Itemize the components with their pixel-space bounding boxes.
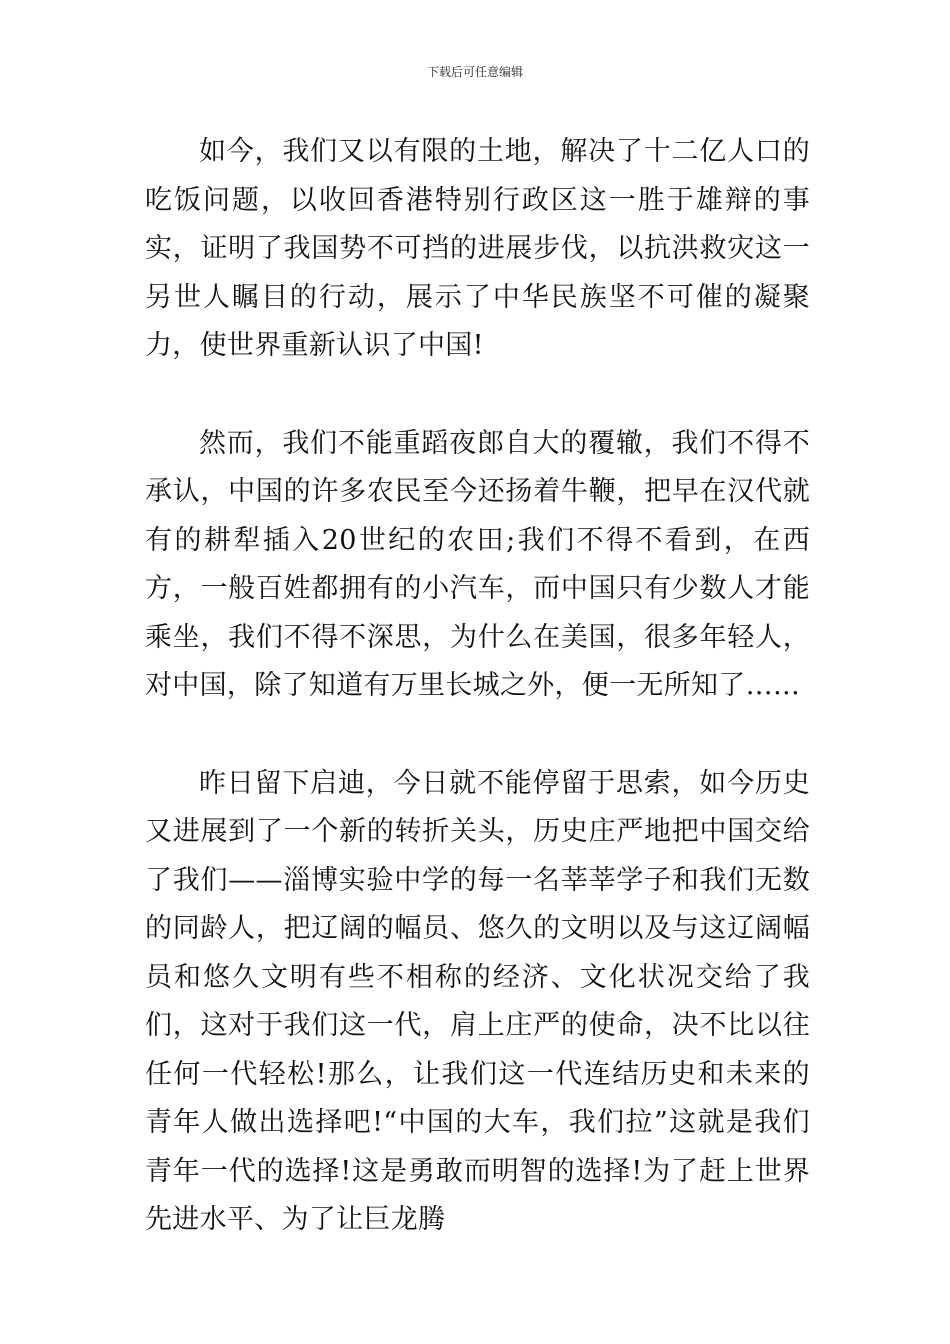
- document-body: [145, 128, 810, 1245]
- paragraph-spacer: [145, 711, 810, 760]
- page-header-note: 下载后可任意编辑: [426, 65, 523, 79]
- paragraph-2: 然而，我们不能重蹈夜郎自大的覆辙，我们不得不承认，中国的许多农民至今还扬着牛鞭，把早在汉代就有的耕犁插入20世纪的农田;我们不得不看到，在西方，一般百姓都拥有的小汽车，而中国只有少数人才能乘坐，我们不得不深思，为什么在美国，很多年轻人，对中国，除了知道有万里长城之外，便一无所知了……: [145, 427, 810, 701]
- paragraph-1: 如今，我们又以有限的土地，解决了十二亿人口的吃饭问题，以收回香港特别行政区这一胜于雄辩的事实，证明了我国势不可挡的进展步伐，以抗洪救灾这一另世人瞩目的行动，展示了中华民族坚不可催的凝聚力，使世界重新认识了中国!: [145, 136, 810, 361]
- paragraph-spacer: [145, 371, 810, 420]
- paragraph-3: 昨日留下启迪，今日就不能停留于思索，如今历史又进展到了一个新的转折关头，历史庄严地把中国交给了我们——淄博实验中学的每一名莘莘学子和我们无数的同龄人，把辽阔的幅员、悠久的文明以及与这辽阔幅员和悠久文明有些不相称的经济、文化状况交给了我们，这对于我们这一代，肩上庄严的使命，决不比以往任何一代轻松!那么，让我们这一代连结历史和未来的青年人做出选择吧!“中国的大车，我们拉”这就是我们青年一代的选择!这是勇敢而明智的选择!为了赶上世界先进水平、为了让巨龙腾: [145, 767, 810, 1235]
